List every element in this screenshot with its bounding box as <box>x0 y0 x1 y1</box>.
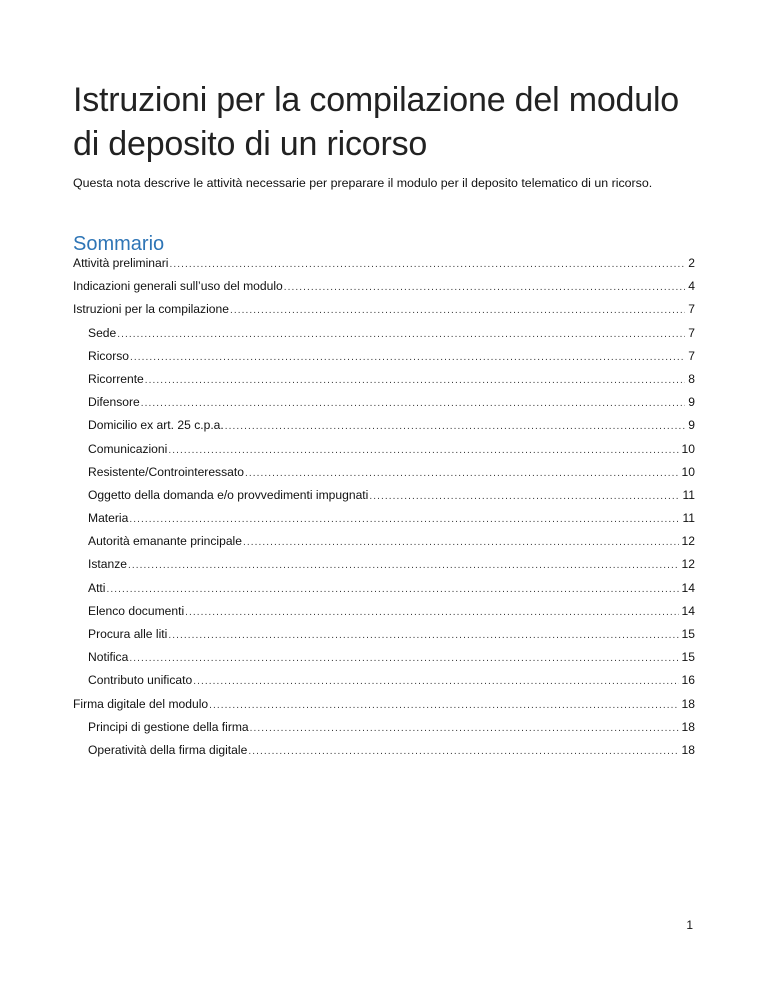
toc-entry-label[interactable]: Attività preliminari <box>73 256 169 270</box>
toc-entry[interactable] <box>73 743 695 766</box>
toc-entry[interactable] <box>73 650 695 673</box>
toc-entry-page: 7 <box>688 348 695 363</box>
document-title: Istruzioni per la compilazione del modulo di deposito di un ricorso <box>73 81 680 163</box>
toc-dot-leader <box>369 491 679 502</box>
toc-entry-label[interactable]: Notifica <box>88 650 129 665</box>
toc-entry[interactable] <box>73 697 695 720</box>
toc-entry[interactable] <box>73 581 695 604</box>
toc-entry-page: 15 <box>681 627 695 641</box>
toc-entry-label[interactable]: Istruzioni per la compilazione <box>73 302 229 317</box>
toc-entry-label[interactable]: Sede <box>88 325 117 340</box>
toc-entry[interactable] <box>73 349 695 372</box>
toc-entry-page: 10 <box>681 441 695 456</box>
toc-entry[interactable] <box>73 418 695 441</box>
toc-entry-label[interactable]: Operatività della firma digitale <box>88 742 248 757</box>
toc-dot-leader <box>185 607 678 618</box>
toc-entry-page: 7 <box>688 325 695 340</box>
toc-entry[interactable] <box>73 604 695 627</box>
toc-entry-label[interactable]: Firma digitale del modulo <box>73 696 209 711</box>
toc-dot-leader <box>106 584 678 595</box>
toc-entry-label[interactable]: Comunicazioni <box>88 441 168 456</box>
toc-entry-label[interactable]: Principi di gestione della firma <box>88 719 249 734</box>
toc-dot-leader <box>145 375 685 386</box>
intro-paragraph: Questa nota descrive le attività necessarie per preparare il modulo per il deposito telematico di un ricorso. <box>73 176 653 190</box>
toc-dot-leader <box>129 514 679 525</box>
toc-entry-page: 18 <box>681 742 695 757</box>
toc-dot-leader <box>209 700 678 711</box>
toc-dot-leader <box>129 653 678 664</box>
toc-dot-leader <box>243 537 679 548</box>
toc-entry-page: 11 <box>682 511 695 526</box>
toc-dot-leader <box>225 421 685 432</box>
toc-entry-page: 14 <box>681 603 695 618</box>
toc-dot-leader <box>168 630 678 641</box>
toc-dot-leader <box>128 560 679 571</box>
toc-dot-leader <box>193 676 678 687</box>
toc-entry[interactable] <box>73 488 695 511</box>
toc-dot-leader <box>245 468 679 479</box>
toc-dot-leader <box>248 746 678 757</box>
toc-entry[interactable] <box>73 627 695 650</box>
toc-entry-label[interactable]: Difensore <box>88 395 140 410</box>
toc-entry[interactable] <box>73 326 695 349</box>
toc-entry-label[interactable]: Atti <box>88 580 106 595</box>
toc-entry-page: 16 <box>681 673 695 688</box>
toc-entry-label[interactable]: Contributo unificato <box>88 673 193 688</box>
toc-dot-leader <box>168 445 678 456</box>
toc-entry-page: 10 <box>681 464 695 479</box>
toc-entry[interactable] <box>73 511 695 534</box>
toc-entry[interactable] <box>73 372 695 395</box>
toc-entry-label[interactable]: Domicilio ex art. 25 c.p.a. <box>88 418 224 433</box>
toc-entry-page: 18 <box>681 696 695 711</box>
toc-entry-page: 8 <box>688 371 695 386</box>
toc-entry[interactable] <box>73 395 695 418</box>
toc-entry-page: 14 <box>681 580 695 595</box>
toc-entry-page: 7 <box>688 302 695 317</box>
toc-entry-label[interactable]: Materia <box>88 511 129 526</box>
toc-entry-label[interactable]: Indicazioni generali sull’uso del modulo <box>73 279 283 294</box>
toc-entry[interactable] <box>73 279 695 302</box>
toc-dot-leader <box>141 398 686 409</box>
toc-dot-leader <box>230 305 685 316</box>
toc-dot-leader <box>284 282 686 293</box>
toc-entry-page: 11 <box>682 487 695 502</box>
toc-dot-leader <box>250 723 679 734</box>
table-of-contents <box>73 256 695 766</box>
toc-entry-page: 15 <box>681 650 695 665</box>
toc-entry-page: 12 <box>681 557 695 572</box>
toc-entry-page: 2 <box>688 256 695 270</box>
toc-heading: Sommario <box>73 233 165 255</box>
toc-entry-page: 18 <box>681 719 695 734</box>
toc-entry[interactable] <box>73 557 695 580</box>
toc-entry-label[interactable]: Oggetto della domanda e/o provvedimenti impugnati <box>88 487 369 502</box>
toc-entry-label[interactable]: Ricorso <box>88 348 129 363</box>
page-number: 1 <box>686 918 693 932</box>
toc-entry[interactable] <box>73 465 695 488</box>
toc-entry-label[interactable]: Ricorrente <box>88 371 144 386</box>
toc-entry-label[interactable]: Resistente/Controinteressato <box>88 464 244 479</box>
toc-entry-page: 9 <box>688 418 695 433</box>
toc-entry-label[interactable]: Elenco documenti <box>88 603 185 618</box>
toc-entry[interactable] <box>73 442 695 465</box>
toc-entry-label[interactable]: Istanze <box>88 557 127 572</box>
toc-entry[interactable] <box>73 302 695 325</box>
toc-entry-page: 4 <box>688 279 695 294</box>
toc-entry[interactable] <box>73 534 695 557</box>
toc-entry-page: 9 <box>688 395 695 410</box>
toc-dot-leader <box>117 329 685 340</box>
toc-entry-label[interactable]: Procura alle liti <box>88 627 168 641</box>
toc-dot-leader <box>130 352 685 363</box>
toc-entry[interactable] <box>73 720 695 743</box>
toc-entry[interactable] <box>73 256 695 279</box>
toc-entry-label[interactable]: Autorità emanante principale <box>88 534 242 549</box>
toc-dot-leader <box>169 259 685 270</box>
toc-entry-page: 12 <box>681 534 695 549</box>
toc-entry[interactable] <box>73 673 695 696</box>
